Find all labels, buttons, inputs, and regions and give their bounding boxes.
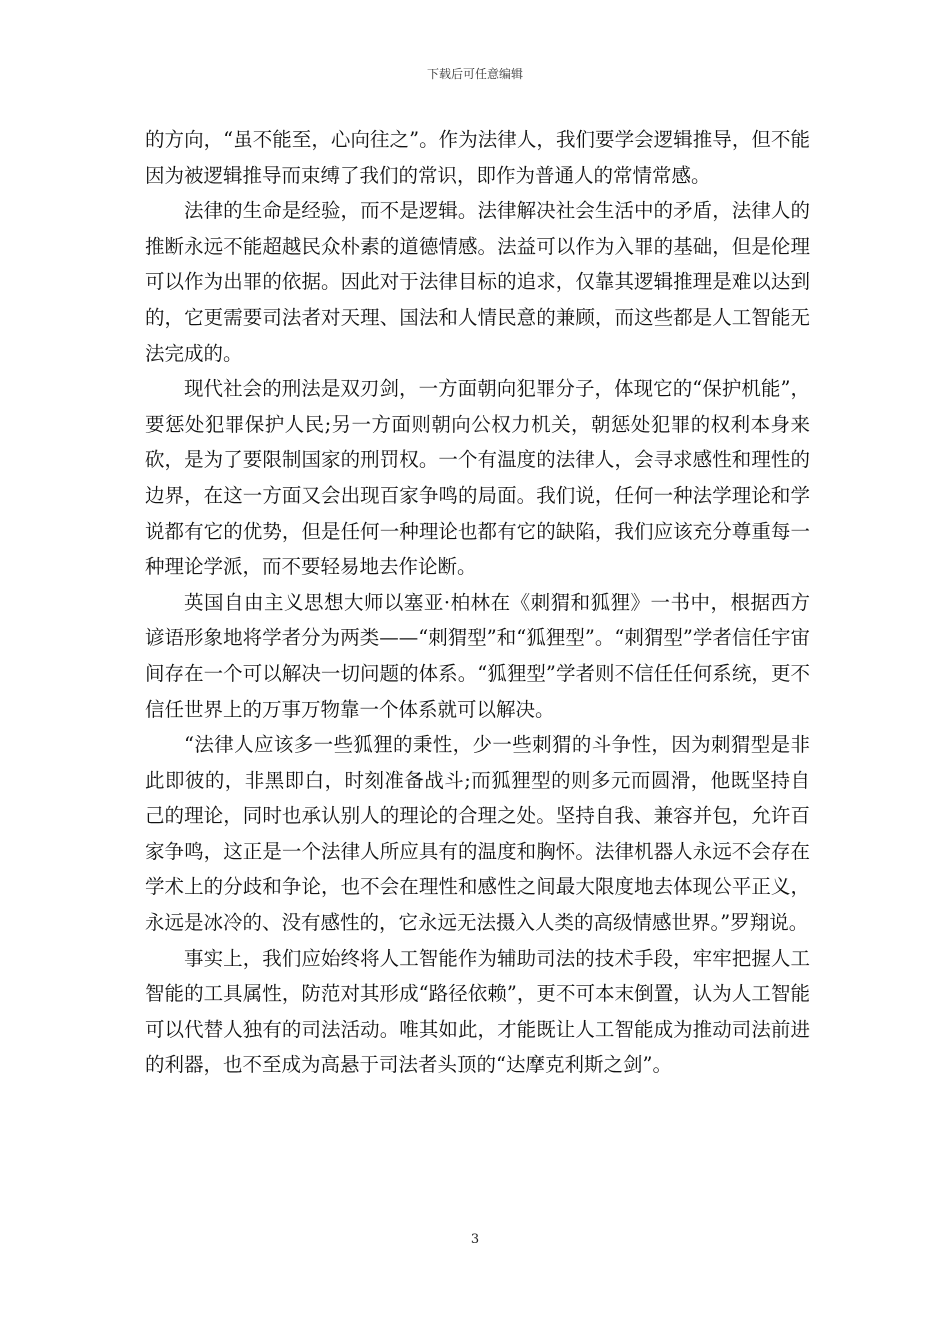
page-header: 下载后可任意编辑 — [426, 67, 523, 81]
paragraph-continuation: 的方向，“虽不能至，心向往之”。作为法律人，我们要学会逻辑推导，但不能因为被逻辑推导而束缚了我们的常识，即作为普通人的常情常感。 — [145, 128, 810, 187]
page-number: 3 — [470, 1232, 480, 1247]
document-body — [145, 122, 810, 1083]
paragraph-criminal-law-double-edged: 现代社会的刑法是双刃剑，一方面朝向犯罪分子，体现它的“保护机能”，要惩处犯罪保护人民;另一方面则朝向公权力机关，朝惩处犯罪的权利本身来砍，是为了要限制国家的刑罚权。一个有温度的法律人，会寻求感性和理性的边界，在这一方面又会出现百家争鸣的局面。我们说，任何一种法学理论和学说都有它的优势，但是任何一种理论也都有它的缺陷，我们应该充分尊重每一种理论学派，而不要轻易地去作论断。 — [145, 377, 810, 579]
paragraph-conclusion: 事实上，我们应始终将人工智能作为辅助司法的技术手段，牢牢把握人工智能的工具属性，防范对其形成“路径依赖”，更不可本末倒置，认为人工智能可以代替人独有的司法活动。唯其如此，才能既让人工智能成为推动司法前进的利器，也不至成为高悬于司法者头顶的“达摩克利斯之剑”。 — [145, 946, 810, 1077]
paragraph-luo-xiang-quote: “法律人应该多一些狐狸的秉性，少一些刺猬的斗争性，因为刺猬型是非此即彼的，非黑即白，时刻准备战斗;而狐狸型的则多元而圆滑，他既坚持自己的理论，同时也承认别人的理论的合理之处。坚持自我、兼容并包，允许百家争鸣，这正是一个法律人所应具有的温度和胸怀。法律机器人永远不会存在学术上的分歧和争论，也不会在理性和感性之间最大限度地去体现公平正义，永远是冰冷的、没有感性的，它永远无法摄入人类的高级情感世界。”罗翔说。 — [145, 733, 810, 935]
paragraph-hedgehog-fox: 英国自由主义思想大师以塞亚·柏林在《刺猬和狐狸》一书中，根据西方谚语形象地将学者分为两类——“刺猬型”和“狐狸型”。“刺猬型”学者信任宇宙间存在一个可以解决一切问题的体系。“狐狸型”学者则不信任任何系统，更不信任世界上的万事万物靠一个体系就可以解决。 — [145, 590, 810, 721]
paragraph-law-life-experience: 法律的生命是经验，而不是逻辑。法律解决社会生活中的矛盾，法律人的推断永远不能超越民众朴素的道德情感。法益可以作为入罪的基础，但是伦理可以作为出罪的依据。因此对于法律目标的追求，仅靠其逻辑推理是难以达到的，它更需要司法者对天理、国法和人情民意的兼顾，而这些都是人工智能无法完成的。 — [145, 199, 810, 365]
